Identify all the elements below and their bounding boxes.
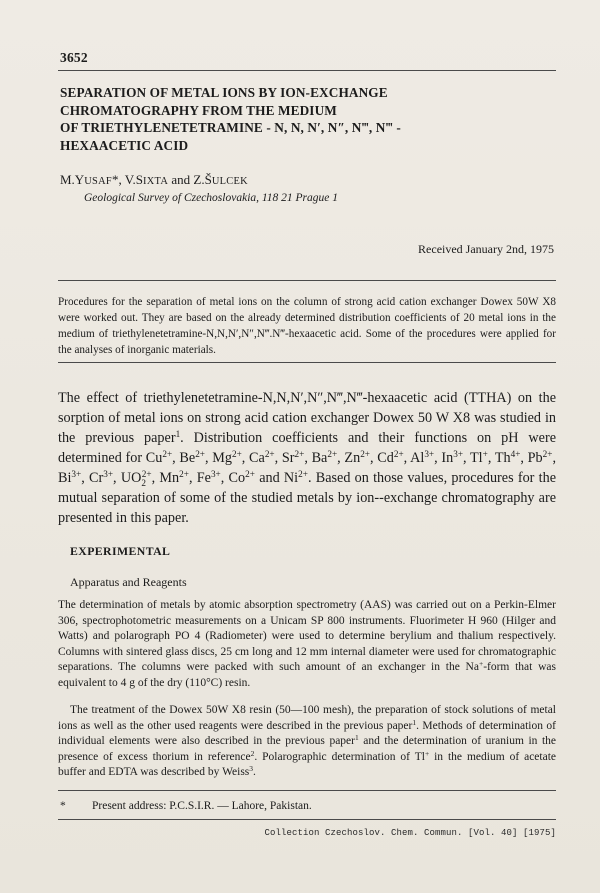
- footnote-rule: [58, 790, 556, 791]
- author-name: M.YUSAF: [60, 172, 112, 187]
- received-date: Received January 2nd, 1975: [418, 242, 554, 256]
- footnote-mark: *: [60, 800, 66, 812]
- author-name: V.SIXTA: [124, 172, 169, 187]
- article-title: [60, 84, 460, 154]
- section-heading: EXPERIMENTAL: [70, 544, 171, 558]
- abstract-top-rule: [58, 280, 556, 281]
- author-footnote-mark: *: [111, 172, 119, 187]
- title-line: SEPARATION OF METAL IONS BY ION-EXCHANGE: [60, 85, 388, 100]
- footnote: [60, 800, 312, 812]
- body-paragraph: The determination of metals by atomic absorption spectrometry (AAS) was carried out on a Perkin-Elmer 306, spectrophotometric measurements on a Unicam SP 800 instruments. Fluorimeter H 960 (Hilger and Watts) and polarograph PO 4 (Radiometer) were used to determine berylium and thalium respectively. Columns with sintered glass discs, 25 cm long and 12 mm internal diameter were used for chromatographic separations. The columns were packed with such amount of an exchanger in the Na+-form that was equivalent to 4 g of the dry (110°C) resin.: [58, 599, 556, 689]
- author-list: M.YUSAF*, V.SIXTA and Z.ŠULCEK: [60, 172, 248, 187]
- page-number: 3652: [60, 50, 88, 65]
- title-line: OF TRIETHYLENETETRAMINE - N, N, N′, N″, N‴, N‴ -: [60, 120, 401, 135]
- subsection-heading: Apparatus and Reagents: [70, 575, 187, 589]
- affiliation: Geological Survey of Czechoslovakia, 118 21 Prague 1: [84, 192, 339, 204]
- abstract: Procedures for the separation of metal ions on the column of strong acid cation exchanger Dowex 50W X8 were worked out. They are based on the already determined distribution coefficients of 20 metal ions in the medium of triethylenetetramine-N,N,N′,N″,N‴.N‴-hexaacetic acid. Some of the procedures were applied for the analyses of inorganic materials.: [58, 296, 556, 356]
- footnote-text: Present address: P.C.S.I.R. — Lahore, Pakistan.: [92, 800, 312, 812]
- header-rule: [58, 70, 556, 71]
- introduction-paragraph: The effect of triethylenetetramine-N,N,N′,N″,N‴,N‴-hexaacetic acid (TTHA) on the sorption of metal ions on strong acid cation exchanger Dowex 50 W X8 was studied in the previous paper$^1$. Distribution coefficients and their functions on pH were determined for $Cu^{2+}$, $Be^{2+}$, $Mg^{2+}$, $Ca^{2+}$, $Sr^{2+}$, $Ba^{2+}$, $Zn^{2+}$, $Cd^{2+}$, $Al^{3+}$, $In^{3+}$, Tl+, $Th^{4+}$, $Pb^{2+}$, $Bi^{3+}$, $Cr^{3+}$, $UO_2^{2+}$, $Mn^{2+}$, $Fe^{3+}$, $Co^{2+}$ and $Ni^{2+}$. Based on those values, procedures for the mutual separation of some of the studied metals by ion--exchange chromatography are presented in this paper.: [58, 390, 557, 526]
- title-line: CHROMATOGRAPHY FROM THE MEDIUM: [60, 102, 337, 118]
- footer-rule: [58, 819, 556, 820]
- body-paragraph: The treatment of the Dowex 50W X8 resin (50—100 mesh), the preparation of stock solutions of metal ions as well as the other used reagents were described in the previous paper$^1$. Methods of determination of individual elements were also described in the previous paper$^1$ and the determination of uranium in the presence of excess thorium in reference$^2$. Polarographic determination of Tl+ in the medium of acetate buffer and EDTA was described by Weiss$^3$.: [58, 704, 557, 779]
- title-line: HEXAACETIC ACID: [60, 137, 189, 153]
- journal-footer: Collection Czechoslov. Chem. Commun. [Vol. 40] [1975]: [264, 828, 556, 838]
- abstract-bottom-rule: [58, 362, 556, 363]
- author-name: Z.ŠULCEK: [193, 172, 248, 187]
